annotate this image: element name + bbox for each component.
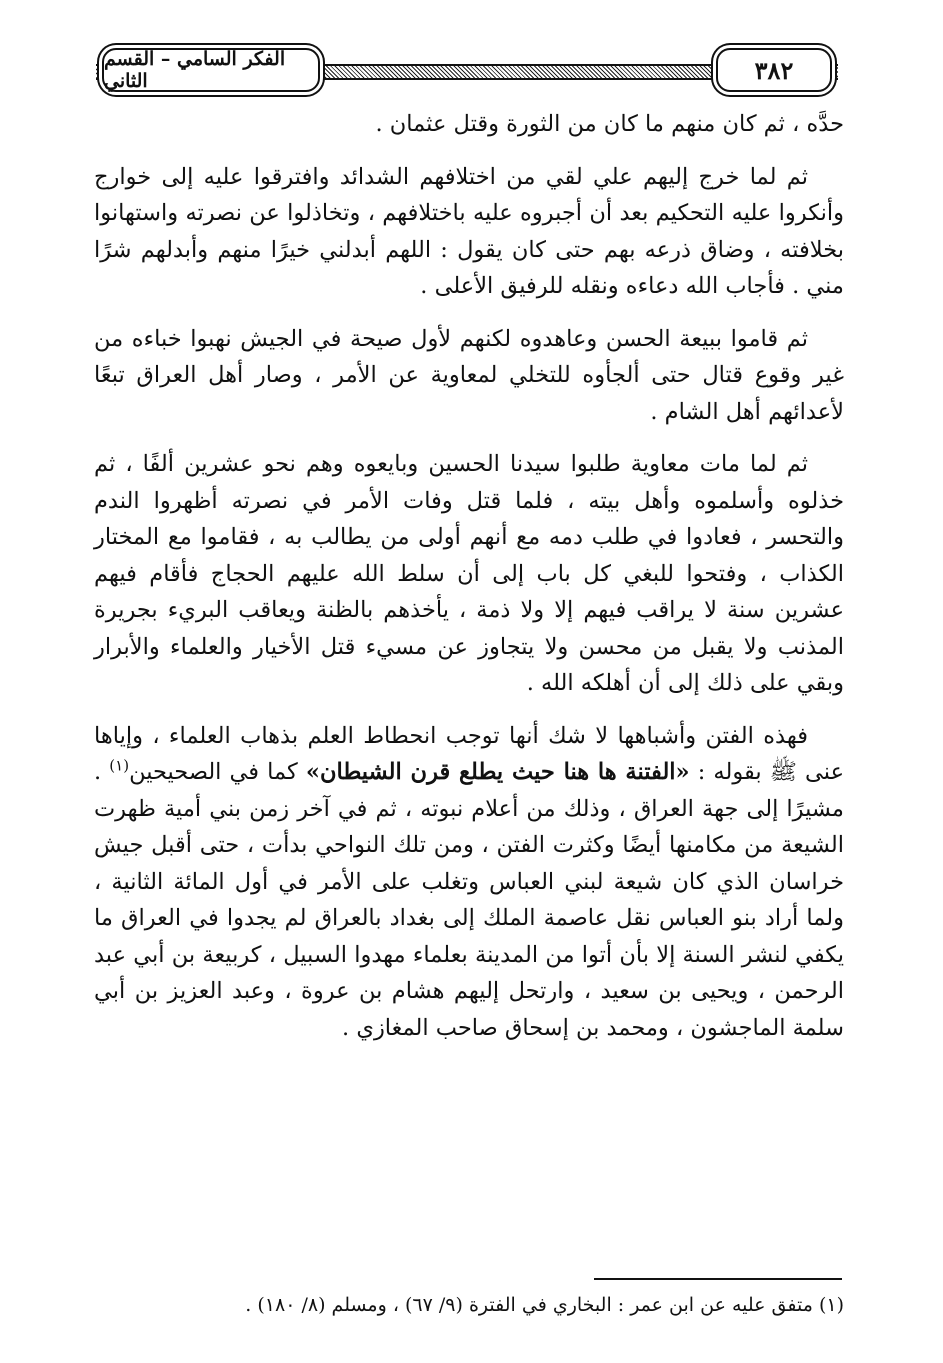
paragraph-5 [94, 718, 844, 1047]
footnote-separator [594, 1278, 842, 1280]
paragraph-3: ثم قاموا ببيعة الحسن وعاهدوه لكنهم لأول صيحة في الجيش نهبوا خباءه من غير وقوع قتال حتى ألجأوه للتخلي لمعاوية عن الأمر ، وصار أهل العراق تبعًا لأعدائهم أهل الشام . [94, 325, 844, 425]
paragraph-5-body: . مشيرًا إلى جهة العراق ، وذلك من أعلام نبوته ، ثم في آخر زمن بني أمية ظهرت الشيعة من مكامنها أيضًا وكثرت الفتن ، ومن تلك النواحي بدأت ، حتى أقبل جيش خراسان الذي كان شيعة لبني العباس وتغلب على الأمر في أول المائة الثانية ، ولما أراد بنو العباس نقل عاصمة الملك إلى بغداد بالعراق لم يجدوا في العراق ما يكفي لنشر السنة إلا بأن أتوا من المدينة بعلماء مهدوا السبيل ، كربيعة بن أبي عبد الرحمن ، ويحيى بن سعيد ، وارتحل إليهم هشام بن عروة ، وعبد العزيز بن أبي سلمة الماجشون ، ومحمد بن إسحاق صاحب المغازي . [94, 759, 844, 1041]
paragraph-1: حدَّه ، ثم كان منهم ما كان من الثورة وقتل عثمان . [375, 111, 844, 137]
paragraph-5-intro: فهذه الفتن وأشباهها لا شك أنها توجب انحطاط العلم بذهاب العلماء ، وإياها عنى ﷺ بقوله : [94, 722, 845, 785]
footnote-reference[interactable]: (١) [109, 756, 130, 775]
page-number: ٣٨٢ [716, 48, 832, 92]
running-header [96, 44, 838, 96]
running-title: الفكر السامي – القسم الثاني [102, 48, 320, 92]
hadith-quote: «الفتنة ها هنا حيث يطلع قرن الشيطان» [305, 759, 690, 785]
main-text [94, 106, 844, 1062]
paragraph-2: ثم لما خرج إليهم علي لقي من اختلافهم الشدائد وافترقوا عليه إلى خوارج وأنكروا عليه التحكيم بعد أن أجبروه عليه باختلافهم ، وتخاذلوا عن نصرته واستهانوا بخلافته ، وضاق ذرعه بهم حتى كان يقول : اللهم أبدلني خيرًا منهم وأبدلهم شرًا مني . فأجاب الله دعاءه ونقله للرفيق الأعلى . [94, 163, 844, 299]
paragraph-4: ثم لما مات معاوية طلبوا سيدنا الحسين وبايعوه وهم نحو عشرين ألفًا ، ثم خذلوه وأسلموه وأهل بيته ، فلما قتل وفات الأمر في نصرته أظهروا الندم والتحسر ، فعادوا في طلب دمه مع أنهم أولى من يطالب به ، فقاموا مع المختار الكذاب ، وفتحوا للبغي كل باب إلى أن سلط الله عليهم الحجاج فأقام فيهم عشرين سنة لا يراقب فيهم إلا ولا ذمة ، يأخذهم بالظنة ويعاقب البريء بجريرة المذنب ولا يقبل من محسن ولا يتجاوز عن مسيء قتل الأخيار والعلماء والأبرار وبقي على ذلك إلى أن أهلكه الله . [94, 451, 844, 696]
footnote: (١) متفق عليه عن ابن عمر : البخاري في الفترة (٩/ ٦٧) ، ومسلم (٨/ ١٨٠) . [245, 1294, 844, 1316]
paragraph-5-source: كما في الصحيحين [129, 759, 298, 785]
